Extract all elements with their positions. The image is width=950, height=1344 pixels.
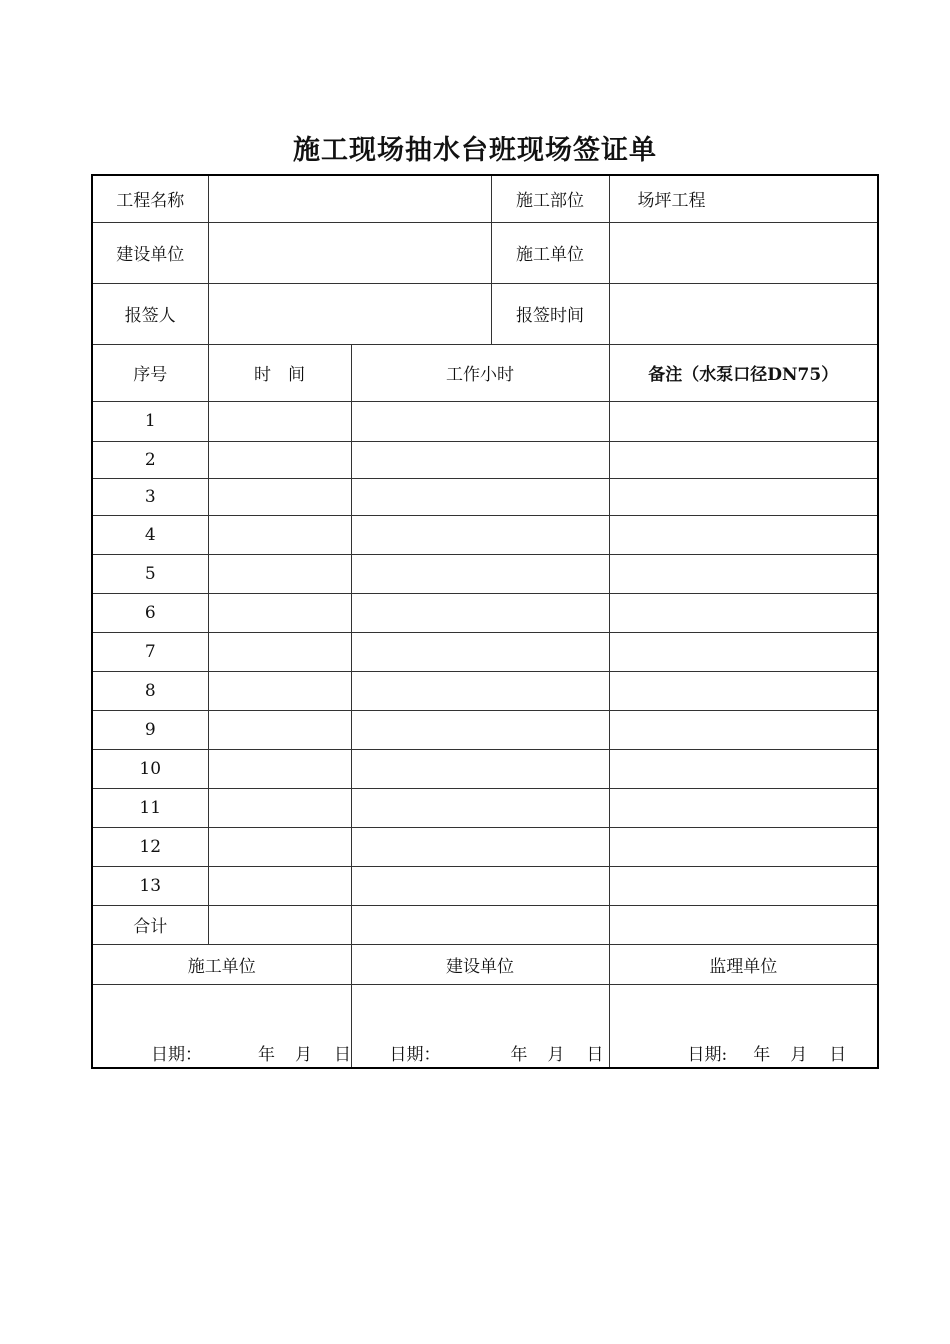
day-label: 日 — [586, 1044, 604, 1065]
construction-part-field[interactable]: 场坪工程 — [609, 175, 878, 222]
remark-cell[interactable] — [609, 632, 878, 671]
hours-cell[interactable] — [351, 554, 609, 593]
time-cell[interactable] — [208, 401, 351, 441]
time-cell[interactable] — [208, 515, 351, 554]
remark-cell[interactable] — [609, 593, 878, 632]
time-cell[interactable] — [208, 632, 351, 671]
remark-cell[interactable] — [609, 866, 878, 905]
signature-header-row — [92, 944, 878, 984]
table-row — [92, 478, 878, 515]
table-row — [92, 671, 878, 710]
hours-cell[interactable] — [351, 515, 609, 554]
total-hours-cell[interactable] — [351, 905, 609, 944]
hours-cell[interactable] — [351, 593, 609, 632]
column-header-row — [92, 344, 878, 401]
date-label: 日期： — [389, 1044, 441, 1065]
owner-unit-field[interactable] — [208, 222, 491, 283]
remark-cell[interactable] — [609, 671, 878, 710]
time-cell[interactable] — [208, 554, 351, 593]
year-label: 年 — [753, 1044, 771, 1065]
table-row — [92, 515, 878, 554]
row-seq: 11 — [92, 788, 208, 827]
row-seq: 9 — [92, 710, 208, 749]
header-row-project — [92, 175, 878, 222]
row-seq: 4 — [92, 515, 208, 554]
signature-supervisor-cell[interactable] — [609, 984, 878, 1068]
table-row — [92, 593, 878, 632]
year-label: 年 — [510, 1044, 528, 1065]
signature-date — [352, 1040, 609, 1065]
table-row — [92, 788, 878, 827]
signature-contractor-label: 施工单位 — [92, 944, 351, 984]
time-cell[interactable] — [208, 478, 351, 515]
time-cell[interactable] — [208, 593, 351, 632]
signature-owner-cell[interactable] — [351, 984, 609, 1068]
table-row — [92, 866, 878, 905]
month-label: 月 — [547, 1044, 565, 1065]
contractor-unit-label: 施工单位 — [491, 222, 609, 283]
time-cell[interactable] — [208, 788, 351, 827]
date-label: 日期： — [151, 1044, 202, 1065]
report-time-label: 报签时间 — [491, 283, 609, 344]
row-seq: 5 — [92, 554, 208, 593]
hours-cell[interactable] — [351, 749, 609, 788]
column-header-time: 时 间 — [208, 344, 351, 401]
hours-cell[interactable] — [351, 866, 609, 905]
project-name-label: 工程名称 — [92, 175, 208, 222]
time-cell[interactable] — [208, 749, 351, 788]
header-row-units — [92, 222, 878, 283]
hours-cell[interactable] — [351, 632, 609, 671]
row-seq: 13 — [92, 866, 208, 905]
row-seq: 8 — [92, 671, 208, 710]
row-seq: 3 — [92, 478, 208, 515]
row-seq: 1 — [92, 401, 208, 441]
row-seq: 2 — [92, 441, 208, 478]
contractor-unit-field[interactable] — [609, 222, 878, 283]
table-row — [92, 749, 878, 788]
reporter-label: 报签人 — [92, 283, 208, 344]
column-header-remark: 备注（水泵口径DN75） — [609, 344, 878, 401]
remark-cell[interactable] — [609, 554, 878, 593]
signature-date — [610, 1040, 878, 1065]
signature-owner-label: 建设单位 — [351, 944, 609, 984]
remark-cell[interactable] — [609, 827, 878, 866]
table-row — [92, 710, 878, 749]
row-seq: 12 — [92, 827, 208, 866]
day-label: 日 — [829, 1044, 847, 1065]
remark-cell[interactable] — [609, 401, 878, 441]
year-label: 年 — [258, 1044, 275, 1065]
signature-row — [92, 984, 878, 1068]
reporter-field[interactable] — [208, 283, 491, 344]
time-cell[interactable] — [208, 866, 351, 905]
remark-cell[interactable] — [609, 710, 878, 749]
remark-cell[interactable] — [609, 788, 878, 827]
time-cell[interactable] — [208, 827, 351, 866]
table-row — [92, 827, 878, 866]
hours-cell[interactable] — [351, 671, 609, 710]
row-seq: 10 — [92, 749, 208, 788]
signature-contractor-cell[interactable] — [92, 984, 351, 1068]
table-row — [92, 632, 878, 671]
signoff-form-table — [91, 174, 879, 1069]
hours-cell[interactable] — [351, 710, 609, 749]
signature-date — [93, 1040, 351, 1065]
signature-supervisor-label: 监理单位 — [609, 944, 878, 984]
remark-cell[interactable] — [609, 441, 878, 478]
report-time-field[interactable] — [609, 283, 878, 344]
construction-part-label: 施工部位 — [491, 175, 609, 222]
column-header-hours: 工作小时 — [351, 344, 609, 401]
total-label: 合计 — [92, 905, 208, 944]
table-row — [92, 554, 878, 593]
hours-cell[interactable] — [351, 827, 609, 866]
owner-unit-label: 建设单位 — [92, 222, 208, 283]
time-cell[interactable] — [208, 441, 351, 478]
hours-cell[interactable] — [351, 401, 609, 441]
total-time-cell[interactable] — [208, 905, 351, 944]
remark-cell[interactable] — [609, 515, 878, 554]
row-seq: 6 — [92, 593, 208, 632]
column-header-seq: 序号 — [92, 344, 208, 401]
table-row — [92, 401, 878, 441]
hours-cell[interactable] — [351, 478, 609, 515]
day-label: 日 — [334, 1044, 351, 1065]
project-name-field[interactable] — [208, 175, 491, 222]
remark-cell[interactable] — [609, 749, 878, 788]
date-label: 日期: — [687, 1044, 728, 1065]
month-label: 月 — [295, 1044, 312, 1065]
total-row — [92, 905, 878, 944]
time-cell[interactable] — [208, 671, 351, 710]
hours-cell[interactable] — [351, 441, 609, 478]
table-row — [92, 441, 878, 478]
page-title: 施工现场抽水台班现场签证单 — [293, 135, 657, 166]
hours-cell[interactable] — [351, 788, 609, 827]
time-cell[interactable] — [208, 710, 351, 749]
remark-cell[interactable] — [609, 478, 878, 515]
month-label: 月 — [790, 1044, 808, 1065]
row-seq: 7 — [92, 632, 208, 671]
total-remark-cell[interactable] — [609, 905, 878, 944]
header-row-reporter — [92, 283, 878, 344]
